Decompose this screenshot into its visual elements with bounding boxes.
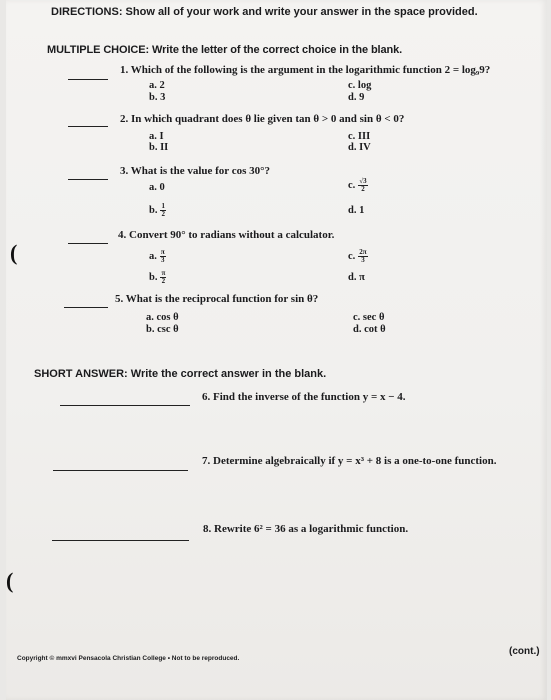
q3-option-c: c. $\frac{√3}{2}$ [348, 177, 367, 193]
copyright-notice: Copyright © mmxvi Pensacola Christian College • Not to be reproduced. [17, 655, 240, 662]
q2-option-c: c. III [348, 131, 371, 142]
q5-option-d: d. cot θ [353, 324, 386, 335]
q5-option-b: b. csc θ [146, 324, 179, 335]
question-5: 5. What is the reciprocal function for sin θ? [115, 293, 319, 305]
question-4: 4. Convert 90° to radians without a calculator. [118, 229, 335, 241]
pencil-mark-icon: ( [6, 568, 14, 593]
short-answer-heading: SHORT ANSWER: Write the correct answer in the blank. [34, 368, 327, 380]
q2-option-a: a. I [149, 131, 164, 142]
answer-blank-6[interactable] [60, 405, 190, 406]
q4-option-c: c. $\frac{2\pi}{3}$ [348, 248, 367, 264]
q4-option-d: d. π [348, 272, 365, 283]
question-8: 8. Rewrite 6² = 36 as a logarithmic function. [203, 523, 409, 535]
q2-option-b: b. II [149, 142, 169, 153]
answer-blank-5[interactable] [64, 307, 108, 308]
directions-text: DIRECTIONS: Show all of your work and write your answer in the space provided. [51, 6, 478, 18]
pencil-mark-icon: ( [10, 240, 18, 265]
answer-blank-2[interactable] [68, 126, 108, 127]
q2-option-d: d. IV [348, 142, 371, 153]
answer-blank-8[interactable] [52, 540, 189, 541]
q1-option-a: a. 2 [149, 80, 165, 91]
q1-option-c: c. log [348, 80, 372, 91]
continued-label: (cont.) [509, 646, 540, 657]
q3-option-a: a. 0 [149, 182, 165, 193]
worksheet-page [6, 0, 547, 700]
question-3: 3. What is the value for cos 30°? [120, 165, 271, 177]
q5-option-c: c. sec θ [353, 312, 385, 323]
q3-option-b: b. $\frac{1}{2}$ [149, 202, 165, 218]
q5-option-a: a. cos θ [146, 312, 179, 323]
q1-option-d: d. 9 [348, 92, 365, 103]
question-6: 6. Find the inverse of the function y = x − 4. [202, 391, 406, 403]
question-1: 1. Which of the following is the argument in the logarithmic function 2 = log₉9? [120, 64, 491, 76]
q4-option-a: a. $\frac{\pi}{3}$ [149, 248, 165, 264]
question-2: 2. In which quadrant does θ lie given tan θ > 0 and sin θ < 0? [120, 113, 405, 125]
multiple-choice-heading: MULTIPLE CHOICE: Write the letter of the correct choice in the blank. [47, 44, 403, 56]
answer-blank-3[interactable] [68, 179, 108, 180]
q4-option-b: b. $\frac{\pi}{2}$ [149, 269, 166, 285]
q3-option-d: d. 1 [348, 205, 365, 216]
question-7: 7. Determine algebraically if y = x³ + 8 is a one-to-one function. [202, 455, 497, 467]
answer-blank-7[interactable] [53, 470, 188, 471]
answer-blank-1[interactable] [68, 79, 108, 80]
q1-option-b: b. 3 [149, 92, 166, 103]
answer-blank-4[interactable] [68, 243, 108, 244]
